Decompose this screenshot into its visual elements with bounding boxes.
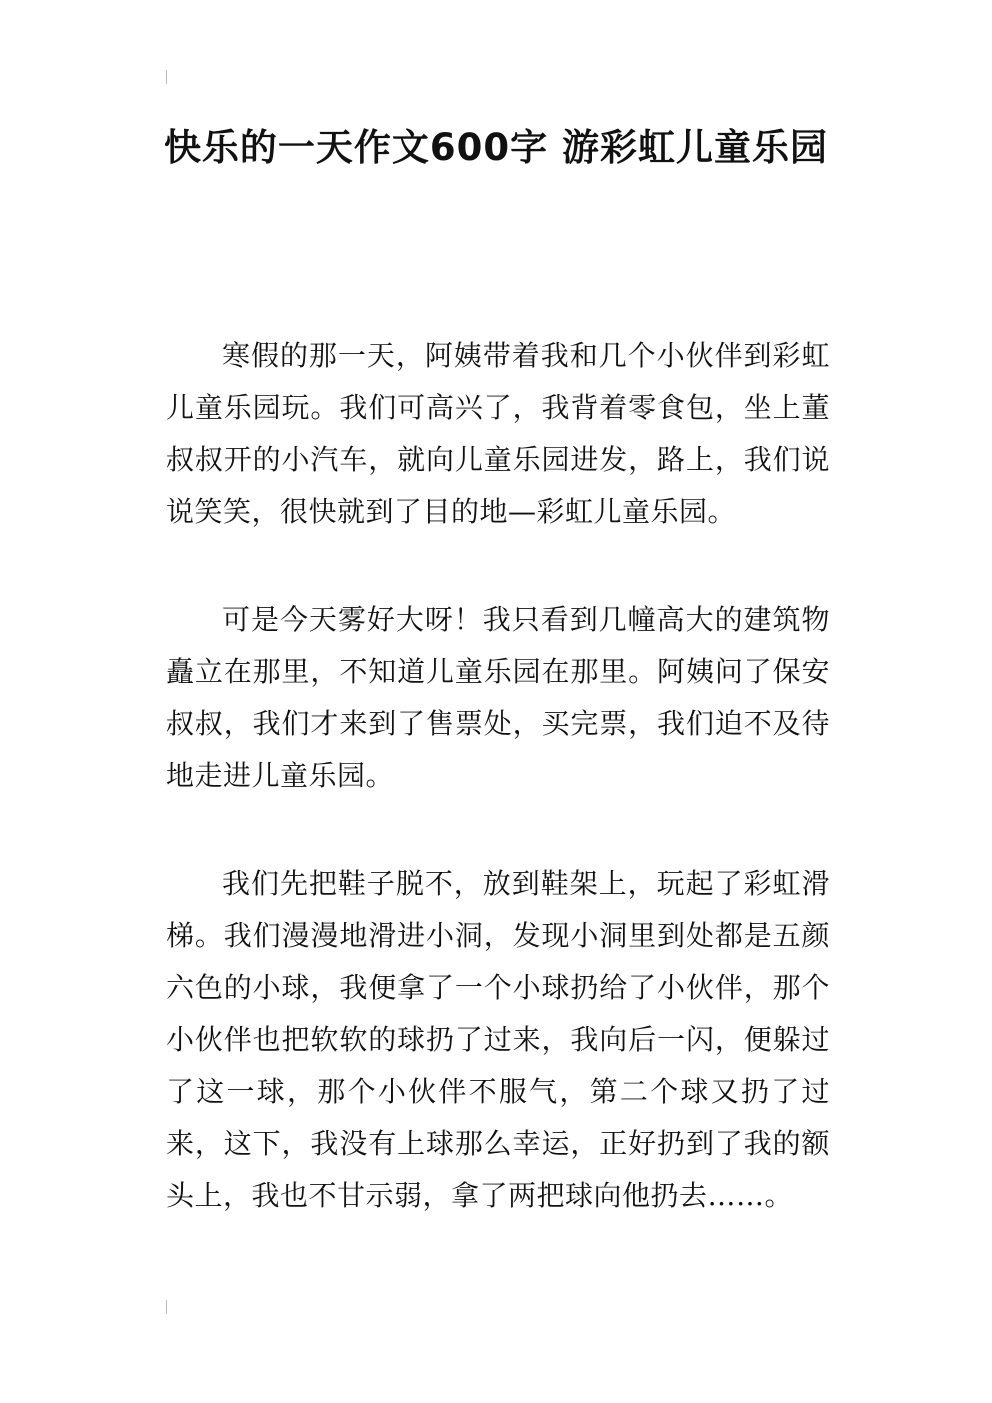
paragraph-3: 我们先把鞋子脱不，放到鞋架上，玩起了彩虹滑梯。我们漫漫地滑进小洞，发现小洞里到处都是五颜六色的小球，我便拿了一个小球扔给了小伙伴，那个小伙伴也把软软的球扔了过来，我向后一闪，便躲过了这一球，那个小伙伴不服气，第二个球又扔了过来，这下，我没有上球那么幸运，正好扔到了我的额头上，我也不甘示弱，拿了两把球向他扔去……。 bbox=[166, 867, 830, 1212]
top-margin-mark bbox=[166, 70, 167, 84]
bottom-margin-mark bbox=[166, 1300, 167, 1314]
document-title: 快乐的一天作文600字 游彩虹儿童乐园 bbox=[163, 126, 829, 169]
document-body bbox=[166, 330, 830, 1278]
paragraph-2: 可是今天雾好大呀！我只看到几幢高大的建筑物矗立在那里，不知道儿童乐园在那里。阿姨问了保安叔叔，我们才来到了售票处，买完票，我们迫不及待地走进儿童乐园。 bbox=[166, 603, 830, 792]
paragraph-1: 寒假的那一天，阿姨带着我和几个小伙伴到彩虹儿童乐园玩。我们可高兴了，我背着零食包，坐上董叔叔开的小汽车，就向儿童乐园进发，路上，我们说说笑笑，很快就到了目的地—彩虹儿童乐园。 bbox=[166, 339, 830, 528]
